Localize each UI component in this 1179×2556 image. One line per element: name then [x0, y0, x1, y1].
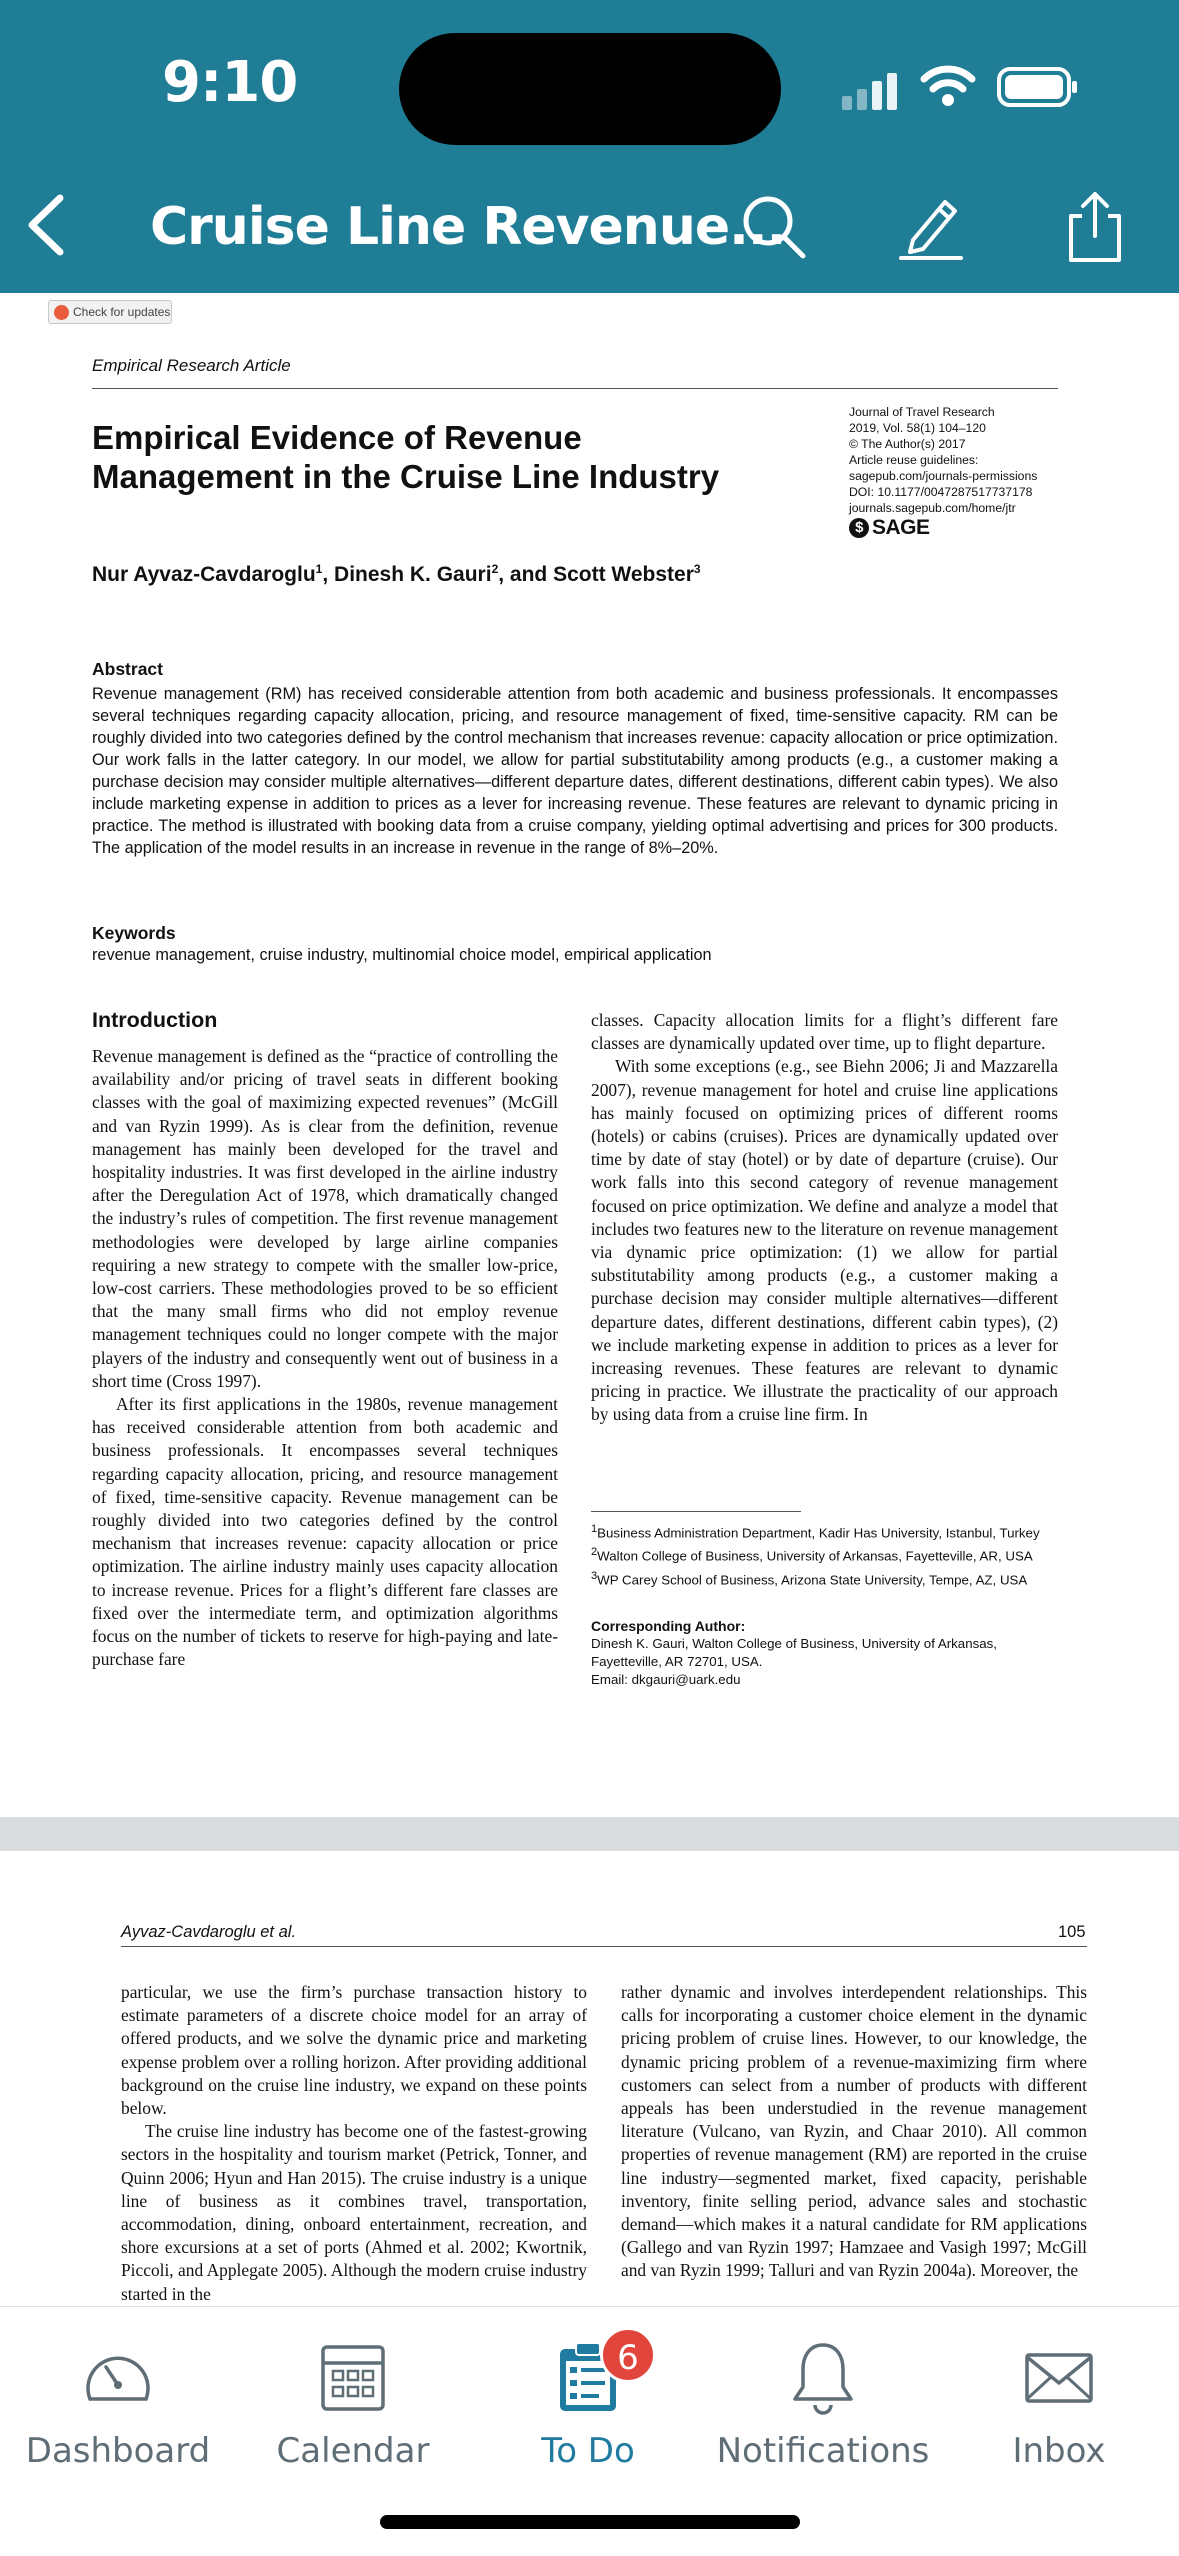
home-indicator — [380, 2515, 800, 2529]
tab-inbox[interactable]: Inbox — [944, 2325, 1174, 2505]
author-name: Nur Ayvaz-Cavdaroglu — [92, 563, 316, 586]
abstract-text: Revenue management (RM) has received considerable attention from both academic and business professionals. It encompasses several techniques regarding capacity allocation, pricing, and resource management of fixed, time-sensitive capacity. RM can be roughly divided into two categories defined by the control mechanism that increases revenue: capacity allocation or price optimization. Our work falls in the latter category. In our model, we allow for partial substitutability among products (e.g., a customer making a purchase decision may consider multiple alternatives—different departure dates, different destinations, different cabin types). We also include marketing expense in addition to prices as a lever for increasing revenue. These features are relevant to dynamic pricing in practice. The method is illustrated with booking data from a cruise company, yielding optimal advertising and prices for 300 products. The application of the model results in an increase in revenue in the range of 8%–20%. — [92, 685, 1058, 857]
article-type: Empirical Research Article — [92, 356, 291, 375]
header-rule — [121, 1946, 1087, 1947]
dashboard-gauge-icon — [78, 2339, 158, 2415]
calendar-icon — [313, 2339, 393, 2415]
paragraph: After its first applications in the 1980s, revenue management has received considerable attention from both academic and business professionals. It encompasses several techniques regarding capacity allocation, pricing, and resource management of fixed, time-sensitive capacity. Revenue management can be roughly divided into two categories defined by the control mechanism that increases revenue: capacity allocation or price optimization. The airline industry mainly uses capacity allocation to increase revenue. Prices for a flight’s different fare classes are fixed over the intermediate term, and optimization algorithms focus on the number of tickets to reserve for high-paying and late-purchase fare — [92, 1394, 558, 1670]
annotate-pencil-icon[interactable] — [893, 188, 969, 264]
sage-logo-mark-icon: $ — [849, 518, 869, 538]
affiliation: $^2$Walton College of Business, University of Arkansas, Fayetteville, AR, USA — [591, 1546, 1033, 1564]
introduction-heading: Introduction — [92, 1008, 218, 1032]
author-name: Dinesh K. Gauri — [334, 563, 492, 586]
article-title: Empirical Evidence of Revenue Management in the Cruise Line Industry — [92, 419, 720, 495]
running-head: Ayvaz-Cavdaroglu et al. — [121, 1923, 297, 1941]
abstract-heading: Abstract — [92, 659, 163, 679]
pdf-page-2 — [0, 1851, 1179, 2306]
top-bar — [0, 0, 1179, 293]
search-icon[interactable] — [735, 188, 811, 264]
back-button[interactable] — [20, 190, 70, 260]
dynamic-island — [399, 33, 781, 145]
author-name: Scott Webster — [553, 563, 694, 586]
paragraph: classes. Capacity allocation limits for a flight’s different fare classes are dynamically updated over time, up to flight departure. — [591, 1010, 1058, 1054]
paragraph: particular, we use the firm’s purchase transaction history to estimate parameters of a discrete choice model for an array of offered products, and we solve the dynamic price and marketing expense problem over a rolling horizon. After providing additional background on the cruise line industry, we expand on these points below. — [121, 1982, 587, 2119]
keywords-heading: Keywords — [92, 923, 176, 943]
affiliations — [591, 1520, 1066, 1590]
author-email[interactable]: Email: dkgauri@uark.edu — [591, 1672, 741, 1687]
paragraph: Revenue management is defined as the “practice of controlling the availability and/or pricing of travel seats in different booking classes with the goal of maximizing expected revenues” (McGill and van Ryzin 1999). As is clear from the definition, revenue management has mainly been developed for the travel and hospitality industries. It was first developed in the airline industry after the Deregulation Act of 1978, which dramatically changed the industry’s rules of competition. The first revenue management methodologies were developed by large airline companies requiring a new strategy to compete with the smaller low-price, low-cost carriers. These methodologies proved to be so efficient that the many small firms who did not employ revenue management techniques could no longer compete with the major players of the industry and consequently went out of business in a short time (Cross 1997). — [92, 1046, 558, 1391]
authors: Nur Ayvaz-Cavdaroglu$^1$, Dinesh K. Gauri$^2$, and Scott Webster$^3$ — [92, 562, 701, 586]
tab-to-do[interactable]: 6 To Do — [473, 2325, 703, 2505]
tab-dashboard[interactable]: Dashboard — [3, 2325, 233, 2505]
todo-count-badge: 6 — [600, 2327, 656, 2383]
left-column — [121, 1981, 587, 2306]
check-for-updates-badge[interactable]: Check for updates — [48, 300, 172, 324]
status-time: 9:10 — [162, 50, 298, 115]
page-number: 105 — [1058, 1923, 1086, 1941]
paragraph: The cruise line industry has become one of the fastest-growing sectors in the hospitality and tourism market (Petrick, Tonner, and Quinn 2006; Hyun and Han 2015). The cruise industry is a unique line of business as it combines travel, transportation, accommodation, dining, onboard entertainment, recreation, and shore excursions at a set of ports (Ahmed et al. 2002; Kwortnik, Piccoli, and Applegate 2005). Although the modern cruise industry started in the — [121, 2121, 587, 2304]
left-column — [92, 1045, 558, 1671]
tab-calendar[interactable]: Calendar — [238, 2325, 468, 2505]
tab-notifications[interactable]: Notifications — [708, 2325, 938, 2505]
pdf-page-1 — [0, 293, 1179, 1817]
affiliation: $^3$WP Carey School of Business, Arizona State University, Tempe, AZ, USA — [591, 1569, 1028, 1588]
corresponding-author: Corresponding Author: Dinesh K. Gauri, Walton College of Business, University of Arkansas, Fayetteville, AR 72701, USA. Email: dkgauri@uark.edu — [591, 1617, 1066, 1689]
keywords-text: revenue management, cruise industry, multinomial choice model, empirical application — [92, 946, 712, 964]
bell-icon — [783, 2339, 863, 2415]
crossmark-icon — [54, 305, 69, 320]
document-title: Cruise Line Revenue... — [150, 197, 786, 257]
paragraph: rather dynamic and involves interdependent relationships. This calls for incorporating a customer choice element in the dynamic pricing problem of cruise lines. However, to our knowledge, the dynamic pricing problem of a revenue-maximizing firm where customers can select from a number of products with different appeals has been understudied in the revenue management literature (Vulcano, van Ryzin, and Chaar 2010). All common properties of revenue management (RM) are reported in the cruise line industry—segmented market, fixed capacity, perishable inventory, finite selling period, advance sales and stochastic demand—which makes it a natural candidate for RM applications (Gallego and van Ryzin 1997; Hamzaee and Vasigh 1997; McGill and van Ryzin 1999; Talluri and van Ryzin 2004a). Moreover, the — [621, 1982, 1087, 2281]
battery-icon — [997, 66, 1079, 108]
affiliation: $^1$Business Administration Department, Kadir Has University, Istanbul, Turkey — [591, 1523, 1040, 1541]
right-column — [591, 1009, 1058, 1427]
cellular-signal-icon — [842, 72, 898, 110]
journal-info: Journal of Travel Research 2019, Vol. 58(1) 104–120 © The Author(s) 2017 Article reuse guidelines: sagepub.com/journals-permissions DOI: 10.1177/0047287517737178 journals.sagepub.com/home/jtr — [849, 405, 1038, 515]
page-separator — [0, 1817, 1179, 1851]
share-icon[interactable] — [1057, 188, 1133, 264]
wifi-icon — [920, 62, 976, 108]
paragraph: With some exceptions (e.g., see Biehn 2006; Ji and Mazzarella 2007), revenue management for hotel and cruise line applications has mainly focused on optimizing prices of different rooms (hotels) or cabins (cruises). Prices are dynamically updated over time by date of stay (hotel) or by date of departure (cruise). Our work falls into this second category of revenue management focused on price optimization. We define and analyze a model that includes two features new to the literature on revenue management via dynamic price optimization: (1) we allow for partial substitutability among products (e.g., a customer making a purchase decision may consider multiple alternatives—different departure dates, different destinations, different cabin types), (2) we include marketing expense in addition to prices as a lever for increasing revenues. These features are relevant to dynamic pricing in practice. We illustrate the practicality of our approach by using data from a cruise line firm. In — [591, 1056, 1058, 1425]
right-column — [621, 1981, 1087, 2283]
sage-logo: $ SAGE — [849, 516, 930, 540]
footnote-rule — [591, 1511, 801, 1512]
header-rule — [92, 388, 1058, 389]
envelope-icon — [1019, 2339, 1099, 2415]
